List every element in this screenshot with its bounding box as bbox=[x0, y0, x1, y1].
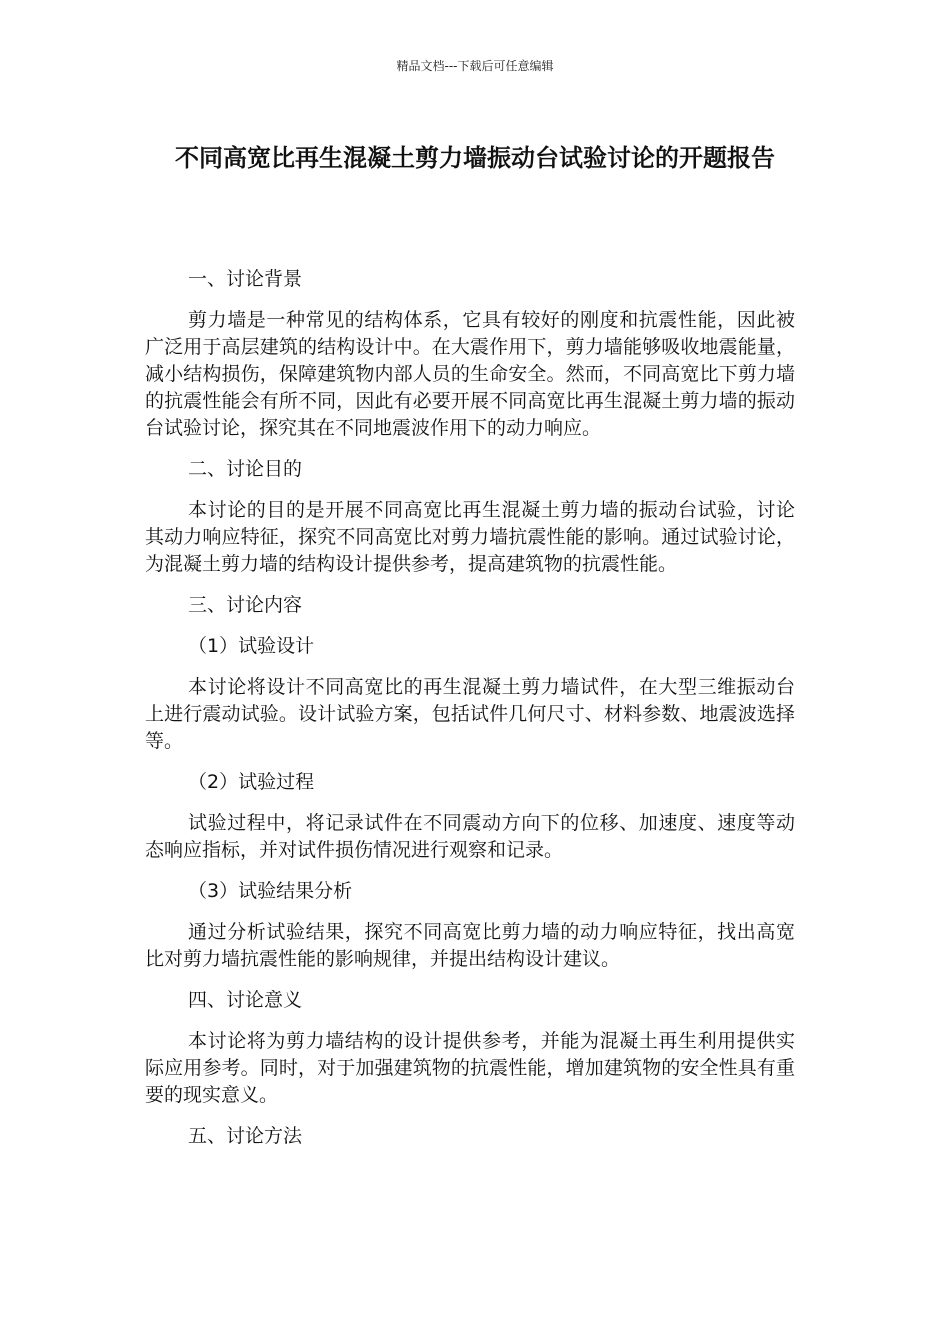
subsection-heading-process: （2）试验过程 bbox=[188, 771, 315, 793]
section-heading-significance: 四、讨论意义 bbox=[188, 989, 303, 1011]
section-heading-purpose: 二、讨论目的 bbox=[188, 458, 303, 480]
subsection-paragraph-design: 本讨论将设计不同高宽比的再生混凝土剪力墙试件，在大型三维振动台上进行震动试验。设计试验方案，包括试件几何尺寸、材料参数、地震波选择等。 bbox=[145, 676, 795, 752]
document-title: 不同高宽比再生混凝土剪力墙振动台试验讨论的开题报告 bbox=[175, 144, 775, 172]
section-heading-content: 三、讨论内容 bbox=[188, 594, 303, 616]
section-paragraph-purpose: 本讨论的目的是开展不同高宽比再生混凝土剪力墙的振动台试验，讨论其动力响应特征，探究不同高宽比对剪力墙抗震性能的影响。通过试验讨论，为混凝土剪力墙的结构设计提供参考，提高建筑物的抗震性能。 bbox=[145, 499, 795, 575]
page-header: 精品文档---下载后可任意编辑 bbox=[396, 59, 554, 73]
section-paragraph-significance: 本讨论将为剪力墙结构的设计提供参考，并能为混凝土再生利用提供实际应用参考。同时，对于加强建筑物的抗震性能，增加建筑物的安全性具有重要的现实意义。 bbox=[145, 1030, 795, 1106]
section-paragraph-background: 剪力墙是一种常见的结构体系，它具有较好的刚度和抗震性能，因此被广泛用于高层建筑的结构设计中。在大震作用下，剪力墙能够吸收地震能量，减小结构损伤，保障建筑物内部人员的生命安全。然而，不同高宽比下剪力墙的抗震性能会有所不同，因此有必要开展不同高宽比再生混凝土剪力墙的振动台试验讨论，探究其在不同地震波作用下的动力响应。 bbox=[145, 309, 795, 439]
subsection-heading-design: （1）试验设计 bbox=[188, 635, 315, 657]
document-body bbox=[145, 266, 795, 1164]
subsection-paragraph-analysis: 通过分析试验结果，探究不同高宽比剪力墙的动力响应特征，找出高宽比对剪力墙抗震性能的影响规律，并提出结构设计建议。 bbox=[145, 921, 795, 970]
section-heading-background: 一、讨论背景 bbox=[188, 268, 303, 290]
subsection-heading-analysis: （3）试验结果分析 bbox=[188, 880, 353, 902]
section-heading-method: 五、讨论方法 bbox=[188, 1125, 303, 1147]
subsection-paragraph-process: 试验过程中，将记录试件在不同震动方向下的位移、加速度、速度等动态响应指标，并对试件损伤情况进行观察和记录。 bbox=[145, 812, 795, 861]
